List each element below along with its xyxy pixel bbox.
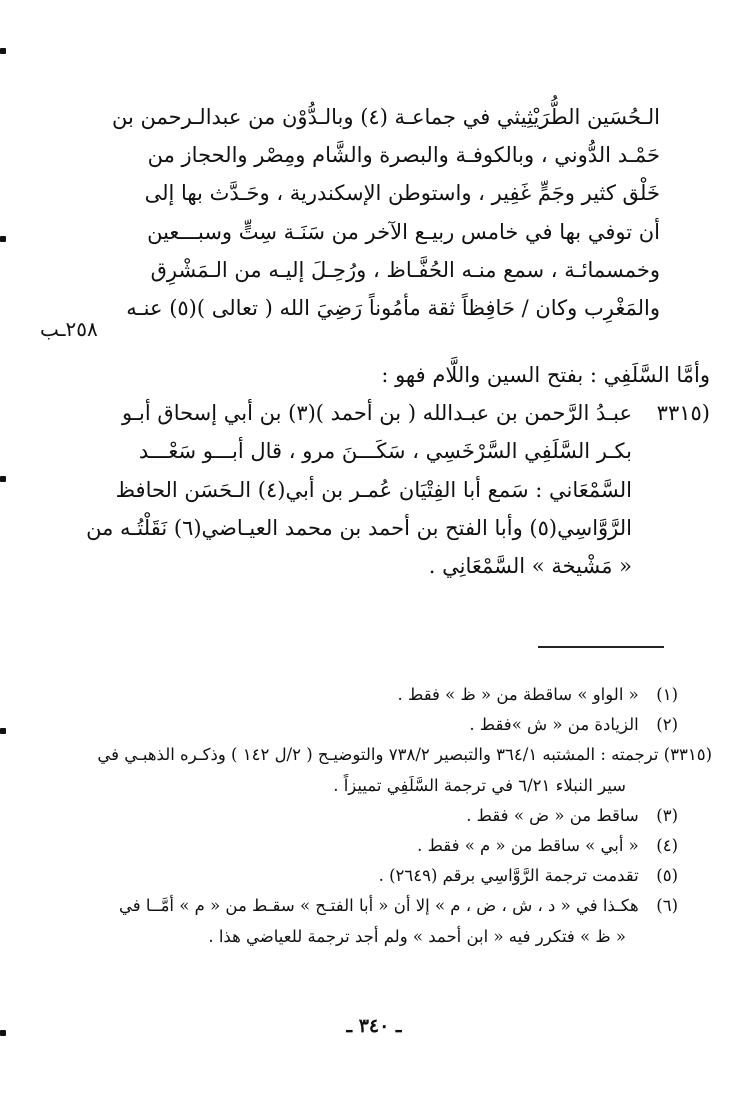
footnote-text: ترجمته : المشتبه ٣٦٤/١ والتبصير ٧٣٨/٢ والتوضيـح ( ٢/ل ١٤٢ ) وذكـره الذهبـي في [97, 745, 659, 765]
text-line: السَّمْعَاني : سَمع أبا الفِتْيَان عُمـر بن أبي(٤) الـحَسَن الحافظ [115, 477, 632, 502]
text-line: الـحُسَين الطُّرَيْثِيثي في جماعـة (٤) وبالـدُّوْن من عبدالـرحمن بن [111, 105, 660, 129]
footnote-text: هكـذا في « د ، ش ، ض ، م » إلا أن « أبا الفتـح » سقـط من « م » أمَّــا في [119, 896, 639, 916]
footnote-number: (٣) [656, 805, 678, 825]
footnote-text: تقدمت ترجمة الرَّوَّاسِي برقم (٢٦٤٩) . [378, 866, 639, 886]
footnote-number: (٦) [656, 896, 678, 916]
scan-edge-mark [0, 728, 6, 734]
entry-3315 [30, 356, 710, 585]
footnote [38, 891, 678, 921]
footnote-number: (٣٣١٥) [663, 745, 712, 765]
footnote [38, 861, 678, 891]
footnote [38, 740, 712, 770]
text-line: بكـر السَّلَفِي السَّرْخَسِي ، سَكَـــنَ مرو ، قال أبـــو سَعْـــد [138, 439, 632, 464]
footnote-number: (١) [656, 685, 678, 704]
text-line: وخمسمائـة ، سمع منـه الحُفَّـاظ ، ورُحِـلَ إليـه من الـمَشْرِق [150, 257, 660, 282]
page-number: ـ ٣٤٠ ـ [346, 1015, 402, 1037]
footnote-text: « ظ » فتكرر فيه « ابن أحمد » ولم أجد ترجمة للعياضي هذا . [208, 926, 626, 946]
footnote-divider [538, 646, 664, 648]
footnote-number: (٤) [656, 836, 678, 856]
text-line: حَمْـد الدُّوني ، وبالكوفـة والبصرة والشَّام ومِصْر والحجاز من [147, 143, 660, 168]
footnotes [38, 680, 712, 952]
text-line: الرَّوَّاسِي(٥) وأبا الفتح بن أحمد بن محمد العيـاضي(٦) نَقَلْتُـه من [86, 515, 632, 540]
footnote-continuation [38, 922, 678, 952]
scan-edge-mark [0, 48, 6, 54]
footnote [38, 801, 678, 831]
footnote [38, 710, 678, 740]
footnote-continuation [38, 771, 678, 801]
footnote [38, 831, 678, 861]
footnote-text: « الواو » ساقطة من « ظ » فقط . [397, 685, 639, 704]
footnote-text: ساقط من « ض » فقط . [466, 805, 639, 825]
scan-edge-mark [0, 476, 6, 482]
entry-heading: وأمَّا السَّلَفِي : بفتح السين واللَّام فهو : [381, 363, 710, 387]
text-line: والمَغْرِب وكان / حَافِظاً ثقة مأمُوناً رَضِيَ الله ( تعالى )(٥) عنـه [126, 296, 660, 321]
main-paragraph [60, 98, 660, 327]
footnote [38, 680, 678, 710]
footnote-number: (٢) [656, 715, 678, 735]
footnote-text: « أبي » ساقط من « م » فقط . [417, 836, 639, 856]
text-line: عبـدُ الرَّحمن بن عبـدالله ( بن أحمد )(٣) بن أبي إسحاق أبـو [122, 401, 632, 426]
footnote-text: الزيادة من « ش »فقط . [469, 715, 639, 735]
text-line: أن توفي بها في خامس ربيـع الآخر من سَنَـة سِتٍّ وسبـــعين [147, 219, 660, 244]
folio-margin-note: ٢٥٨ـب [40, 317, 98, 341]
entry-first-line [30, 394, 710, 432]
scan-edge-mark [0, 236, 6, 242]
text-line: خَلْق كثير وجَمٍّ غَفِير ، واستوطن الإسكندرية ، وحَـدَّث بها إلى [144, 181, 660, 206]
text-line: « مَشْيخة » السَّمْعَانِي . [428, 554, 632, 579]
entry-number: (٣٣١٥ [656, 401, 710, 426]
footnote-number: (٥) [656, 866, 678, 886]
footnote-text: سير النبلاء ٦/٢١ في ترجمة السَّلَفِي تمييزاً . [333, 775, 626, 795]
